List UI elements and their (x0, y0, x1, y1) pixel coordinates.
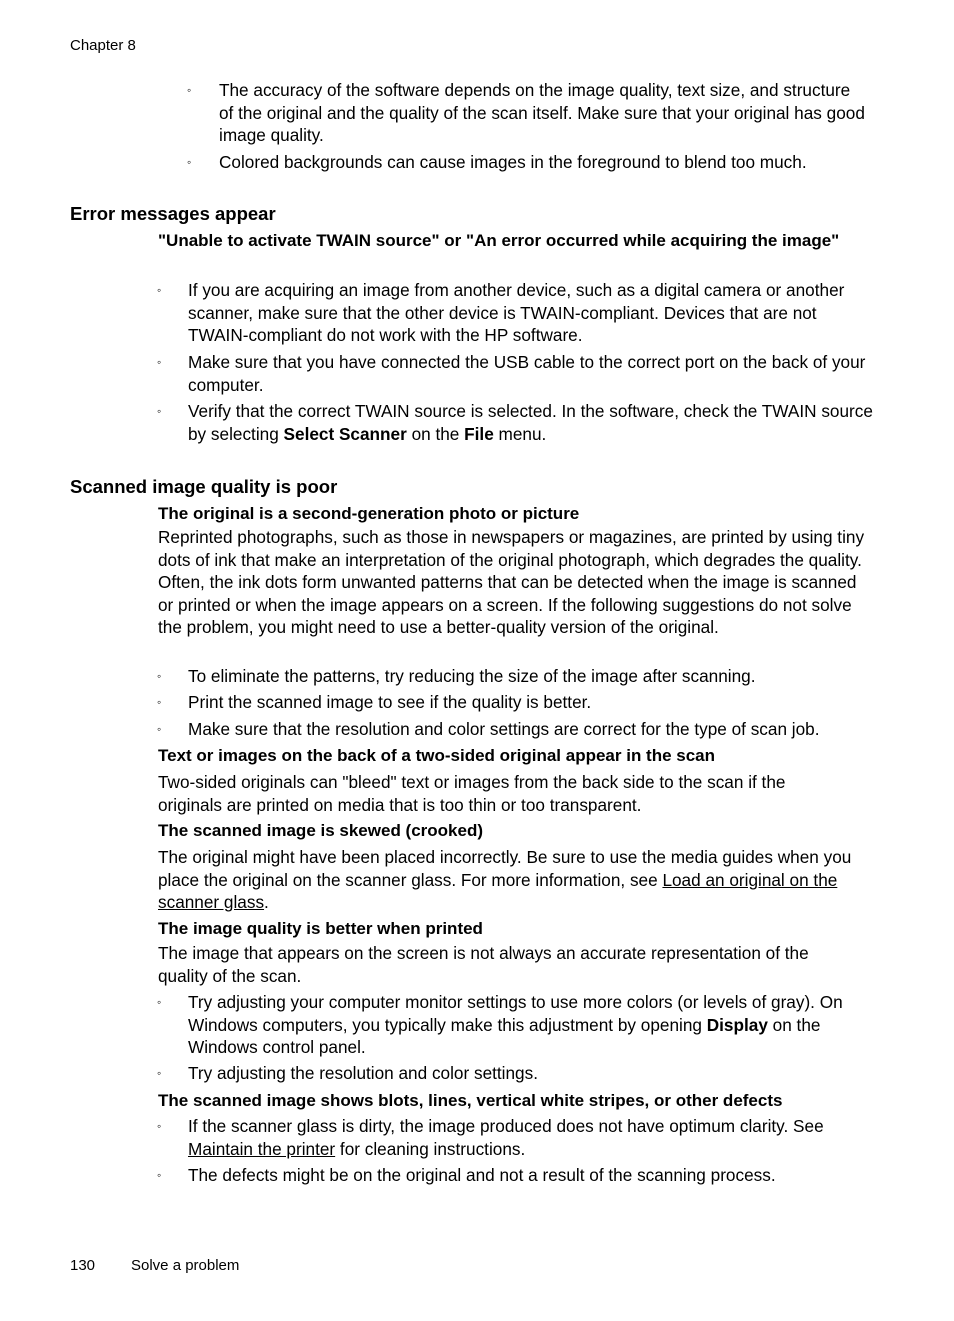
list-item-text: Colored backgrounds can cause images in the foreground to blend too much. (219, 152, 807, 172)
text-run: on the (406, 423, 465, 444)
subsection-title: The scanned image shows blots, lines, vertical white stripes, or other defects (158, 1091, 783, 1110)
subsection-title: Text or images on the back of a two-sided original appear in the scan (158, 746, 716, 765)
menu-item-ref-select-scanner: Select Scanner (283, 423, 407, 444)
text-run: . (264, 892, 269, 912)
subsection-title-twain: "Unable to activate TWAIN source" or "An error occurred while acquiring the image" (158, 231, 840, 250)
subsection-title: The image quality is better when printed (158, 919, 483, 938)
paragraph: The image that appears on the screen is not always an accurate representation of the quality of the scan. (158, 943, 809, 986)
bullet-glyph: ◦ (157, 722, 162, 736)
list-item-text: Make sure that you have connected the USB cable to the correct port on the back of your computer. (188, 352, 866, 395)
footer-section: Solve a problem (131, 1257, 240, 1274)
bullet-glyph: ◦ (157, 1119, 162, 1133)
list-item-text: The accuracy of the software depends on the image quality, text size, and structure of the original and the quality of the scan itself. Make sure that your original has good image quality. (219, 80, 865, 145)
list-item-text (188, 991, 878, 1059)
menu-ref-file: File (464, 423, 494, 444)
list-item-text: The defects might be on the original and not a result of the scanning process. (188, 1165, 776, 1185)
link-load-original[interactable]: Load an original on the scanner glass (158, 869, 838, 912)
list-item-text (188, 1115, 878, 1160)
bullet-glyph: ◦ (157, 1066, 162, 1080)
page-footer (70, 1257, 239, 1274)
text-run: Verify that the correct TWAIN source is selected. In the software, check the TWAIN source by selecting (188, 401, 873, 444)
control-ref-display: Display (706, 1014, 768, 1035)
text-run: menu. (493, 423, 547, 444)
paragraph: Reprinted photographs, such as those in newspapers or magazines, are printed by using tiny dots of ink that make an interpretation of the original photograph, which degrades the quality. Often, the ink dots form unwanted patterns that can be detected when the image is scanned or printed or when the image appears on a screen. If the following suggestions do not solve the problem, you might need to use a better-quality version of the original. (158, 527, 865, 637)
text-run: Try adjusting your computer monitor settings to use more colors (or levels of gray). On Windows computers, you typically make this adjustment by opening (188, 992, 843, 1035)
list-item-text: Print the scanned image to see if the quality is better. (188, 692, 592, 712)
bullet-glyph: ◦ (157, 404, 162, 418)
list-item-text: Try adjusting the resolution and color settings. (188, 1063, 538, 1083)
bullet-glyph: ◦ (157, 669, 162, 683)
bullet-glyph: ◦ (157, 995, 162, 1009)
bullet-glyph: ◦ (157, 1168, 162, 1182)
bullet-glyph: ◦ (157, 355, 162, 369)
text-run: If the scanner glass is dirty, the image produced does not have optimum clarity. See (188, 1116, 824, 1136)
bullet-glyph: ◦ (187, 83, 192, 97)
text-run: on the Windows control panel. (188, 1014, 821, 1057)
subsection-title: The original is a second-generation photo or picture (158, 504, 580, 523)
page-number: 130 (70, 1257, 96, 1274)
chapter-label: Chapter 8 (70, 37, 136, 54)
section-title-quality: Scanned image quality is poor (70, 476, 338, 497)
paragraph (158, 846, 870, 914)
section-title-errors: Error messages appear (70, 203, 276, 224)
text-run: for cleaning instructions. (335, 1138, 526, 1159)
list-item-text: Make sure that the resolution and color settings are correct for the type of scan job. (188, 719, 820, 739)
list-item-text: If you are acquiring an image from another device, such as a digital camera or another scanner, make sure that the other device is TWAIN-compliant. Devices that are not TWAIN-compliant do not work with the HP software. (188, 280, 845, 345)
paragraph: Two-sided originals can "bleed" text or images from the back side to the scan if the originals are printed on media that is too thin or too transparent. (158, 772, 786, 815)
bullet-glyph: ◦ (157, 283, 162, 297)
link-maintain-printer[interactable]: Maintain the printer (188, 1138, 336, 1159)
list-item-text: To eliminate the patterns, try reducing the size of the image after scanning. (188, 666, 756, 686)
bullet-glyph: ◦ (157, 695, 162, 709)
text-run: The original might have been placed incorrectly. Be sure to use the media guides when you place the original on the scanner glass. For more information, see (158, 847, 852, 890)
list-item-text (188, 400, 878, 445)
bullet-glyph: ◦ (187, 155, 192, 169)
subsection-title: The scanned image is skewed (crooked) (158, 821, 484, 840)
